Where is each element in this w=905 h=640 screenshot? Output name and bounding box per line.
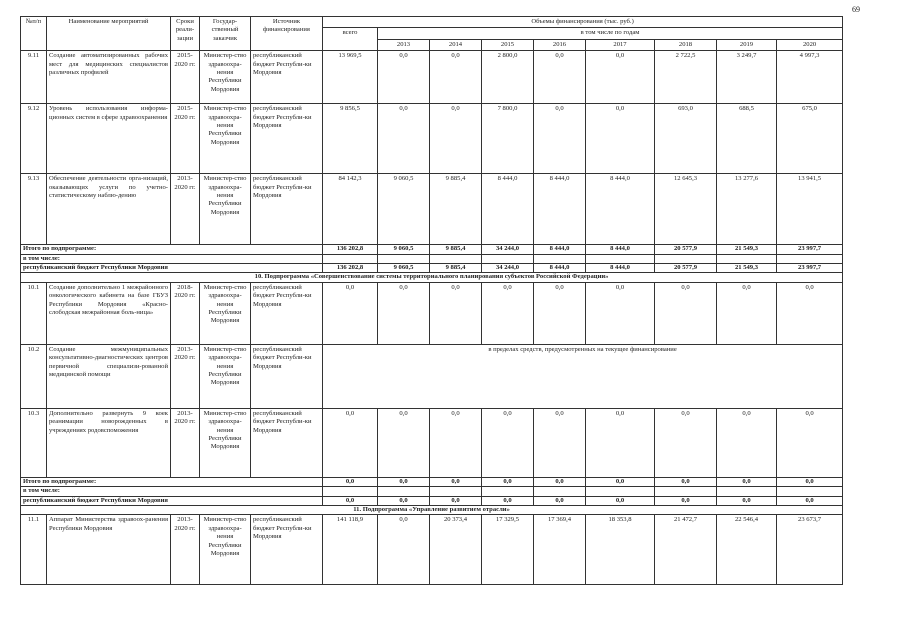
row-customer: Министер-ство здравоохра-нения Республики Мордовия	[200, 344, 251, 408]
budget-value: 20 577,9	[655, 264, 717, 273]
row-name: Дополнительно развернуть 9 коек реанимации новорожденных в учреждениях родовспоможения	[47, 408, 171, 477]
row-source: республиканский бюджет Республи-ки Мордовия	[251, 174, 323, 245]
row-value: 0,0	[777, 282, 843, 344]
row-value: 4 997,3	[777, 51, 843, 104]
total-value: 8 444,0	[586, 245, 655, 254]
row-source: республиканский бюджет Республи-ки Мордовия	[251, 282, 323, 344]
header-source: Источник финансирования	[251, 17, 323, 51]
row-num: 10.1	[21, 282, 47, 344]
row-value: 0,0	[534, 282, 586, 344]
row-customer: Министер-ство здравоохра-нения Республики Мордовия	[200, 408, 251, 477]
row-value: 8 444,0	[586, 174, 655, 245]
budget-value: 0,0	[717, 496, 777, 505]
row-value: 0,0	[586, 104, 655, 174]
row-financing-note: в пределах средств, предусмотренных на текущее финансирование	[323, 344, 843, 408]
row-num: 10.3	[21, 408, 47, 477]
row-value: 688,5	[717, 104, 777, 174]
header-row-1	[21, 17, 843, 28]
total-value: 0,0	[717, 477, 777, 486]
budget-value: 0,0	[323, 496, 378, 505]
header-year: 2014	[430, 39, 482, 50]
row-period: 2013-2020 гг.	[171, 515, 200, 585]
row-value: 0,0	[378, 104, 430, 174]
republican-budget-label: республиканский бюджет Республики Мордовия	[21, 496, 323, 505]
budget-value: 0,0	[378, 496, 430, 505]
budget-value: 21 549,3	[717, 264, 777, 273]
row-value: 0,0	[430, 282, 482, 344]
row-customer: Министер-ство здравоохра-нения Республики Мордовия	[200, 104, 251, 174]
total-value: 0,0	[586, 477, 655, 486]
row-value: 2 722,5	[655, 51, 717, 104]
table-row	[21, 408, 843, 477]
header-total: всего	[323, 28, 378, 51]
header-year: 2013	[378, 39, 430, 50]
row-period: 2015-2020 гг.	[171, 104, 200, 174]
total-value: 0,0	[655, 477, 717, 486]
total-value: 9 885,4	[430, 245, 482, 254]
financing-table	[20, 16, 843, 585]
row-value: 8 444,0	[482, 174, 534, 245]
row-num: 9.12	[21, 104, 47, 174]
row-value: 0,0	[655, 408, 717, 477]
row-value: 0,0	[586, 51, 655, 104]
section-title: 10. Подпрограмма «Совершенствование системы территориального планирования субъектов Российской Федерации»	[21, 273, 843, 282]
republican-budget-label: республиканский бюджет Республики Мордовия	[21, 264, 323, 273]
page-number: 69	[852, 5, 860, 14]
section-row	[21, 273, 843, 282]
row-value: 0,0	[482, 282, 534, 344]
total-value: 20 577,9	[655, 245, 717, 254]
row-name: Обеспечение деятельности орга-низаций, оказывающих услуги по учетно-статистическому наблю-дению	[47, 174, 171, 245]
row-value: 0,0	[717, 282, 777, 344]
row-total: 84 142,3	[323, 174, 378, 245]
row-value: 675,0	[777, 104, 843, 174]
row-value: 17 329,5	[482, 515, 534, 585]
row-value: 7 800,0	[482, 104, 534, 174]
row-value: 9 060,5	[378, 174, 430, 245]
row-num: 9.13	[21, 174, 47, 245]
total-value: 0,0	[430, 477, 482, 486]
row-customer: Министер-ство здравоохра-нения Республики Мордовия	[200, 174, 251, 245]
row-source: республиканский бюджет Республи-ки Мордовия	[251, 515, 323, 585]
total-value: 136 202,8	[323, 245, 378, 254]
total-value: 21 549,3	[717, 245, 777, 254]
total-label: Итого по подпрограмме:	[21, 477, 323, 486]
row-value: 13 277,6	[717, 174, 777, 245]
table-row	[21, 515, 843, 585]
row-value: 0,0	[586, 282, 655, 344]
header-by-years: в том числе по годам	[378, 28, 843, 39]
table-row	[21, 104, 843, 174]
row-value: 693,0	[655, 104, 717, 174]
budget-value: 0,0	[586, 496, 655, 505]
budget-value: 0,0	[430, 496, 482, 505]
total-value: 9 060,5	[378, 245, 430, 254]
row-period: 2013-2020 гг.	[171, 408, 200, 477]
header-customer: Государ-ственный заказчик	[200, 17, 251, 51]
row-period: 2013-2020 гг.	[171, 344, 200, 408]
row-name: Создание дополнительно 1 межрайонного онкологического кабинета на базе ГБУЗ Республики Мордовия «Красно-слободская межрайонная боль-ница»	[47, 282, 171, 344]
row-total: 0,0	[323, 408, 378, 477]
header-year: 2020	[777, 39, 843, 50]
row-value: 0,0	[378, 282, 430, 344]
header-period: Сроки реали-зации	[171, 17, 200, 51]
total-value: 0,0	[534, 477, 586, 486]
total-value: 23 997,7	[777, 245, 843, 254]
row-value: 8 444,0	[534, 174, 586, 245]
row-value: 3 249,7	[717, 51, 777, 104]
republican-budget-row	[21, 496, 843, 505]
row-value: 0,0	[430, 104, 482, 174]
budget-value: 136 202,8	[323, 264, 378, 273]
row-source: республиканский бюджет Республи-ки Мордовия	[251, 51, 323, 104]
row-customer: Министер-ство здравоохра-нения Республики Мордовия	[200, 515, 251, 585]
row-value: 0,0	[430, 51, 482, 104]
row-value: 0,0	[534, 104, 586, 174]
row-value: 18 353,8	[586, 515, 655, 585]
budget-value: 8 444,0	[586, 264, 655, 273]
including-row	[21, 254, 843, 263]
row-name: Создание межмуниципальных консультативно-диагностических центров первичной специализи-рованной медицинской помощи	[47, 344, 171, 408]
row-num: 9.11	[21, 51, 47, 104]
row-value: 22 546,4	[717, 515, 777, 585]
row-source: республиканский бюджет Республи-ки Мордовия	[251, 104, 323, 174]
subprogram-total-row	[21, 245, 843, 254]
budget-value: 34 244,0	[482, 264, 534, 273]
row-value: 0,0	[378, 51, 430, 104]
row-name: Аппарат Министерства здравоох-ранения Республики Мордовия	[47, 515, 171, 585]
row-value: 2 800,0	[482, 51, 534, 104]
row-num: 11.1	[21, 515, 47, 585]
row-num: 10.2	[21, 344, 47, 408]
republican-budget-row	[21, 264, 843, 273]
including-row	[21, 487, 843, 496]
row-value: 0,0	[378, 515, 430, 585]
total-value: 0,0	[378, 477, 430, 486]
budget-value: 0,0	[655, 496, 717, 505]
subprogram-total-row	[21, 477, 843, 486]
row-name: Создание автоматизированных рабочих мест для медицинских специалистов различных профилей	[47, 51, 171, 104]
header-volumes: Объемы финансирования (тыс. руб.)	[323, 17, 843, 28]
budget-value: 0,0	[482, 496, 534, 505]
table-row	[21, 51, 843, 104]
header-name: Наименование мероприятий	[47, 17, 171, 51]
header-year: 2019	[717, 39, 777, 50]
total-value: 0,0	[323, 477, 378, 486]
row-value: 0,0	[378, 408, 430, 477]
budget-value: 23 997,7	[777, 264, 843, 273]
row-total: 9 856,5	[323, 104, 378, 174]
row-value: 21 472,7	[655, 515, 717, 585]
row-value: 0,0	[430, 408, 482, 477]
row-value: 0,0	[586, 408, 655, 477]
row-source: республиканский бюджет Республи-ки Мордовия	[251, 344, 323, 408]
row-value: 12 645,3	[655, 174, 717, 245]
budget-value: 8 444,0	[534, 264, 586, 273]
row-total: 0,0	[323, 282, 378, 344]
total-value: 34 244,0	[482, 245, 534, 254]
row-value: 13 941,5	[777, 174, 843, 245]
header-year: 2015	[482, 39, 534, 50]
including-label: в том числе:	[21, 254, 323, 263]
total-label: Итого по подпрограмме:	[21, 245, 323, 254]
header-year: 2018	[655, 39, 717, 50]
header-num: №п/п	[21, 17, 47, 51]
section-title: 11. Подпрограмма «Управление развитием отрасли»	[21, 506, 843, 515]
row-value: 0,0	[655, 282, 717, 344]
row-period: 2013-2020 гг.	[171, 174, 200, 245]
total-value: 0,0	[777, 477, 843, 486]
budget-value: 9 060,5	[378, 264, 430, 273]
header-year: 2016	[534, 39, 586, 50]
row-value: 17 369,4	[534, 515, 586, 585]
table-row	[21, 174, 843, 245]
row-value: 0,0	[534, 51, 586, 104]
row-value: 0,0	[777, 408, 843, 477]
row-customer: Министер-ство здравоохра-нения Республики Мордовия	[200, 282, 251, 344]
budget-value: 9 885,4	[430, 264, 482, 273]
row-customer: Министер-ство здравоохра-нения Республики Мордовия	[200, 51, 251, 104]
budget-value: 0,0	[777, 496, 843, 505]
table-row	[21, 344, 843, 408]
row-period: 2018-2020 гг.	[171, 282, 200, 344]
row-total: 141 118,9	[323, 515, 378, 585]
section-row	[21, 506, 843, 515]
row-name: Уровень использования информа-ционных систем в сфере здравоохранения	[47, 104, 171, 174]
total-value: 0,0	[482, 477, 534, 486]
row-value: 9 885,4	[430, 174, 482, 245]
row-value: 0,0	[717, 408, 777, 477]
row-total: 13 969,5	[323, 51, 378, 104]
table-row	[21, 282, 843, 344]
budget-value: 0,0	[534, 496, 586, 505]
row-value: 0,0	[482, 408, 534, 477]
row-period: 2015-2020 гг.	[171, 51, 200, 104]
total-value: 8 444,0	[534, 245, 586, 254]
row-value: 23 673,7	[777, 515, 843, 585]
including-label: в том числе:	[21, 487, 323, 496]
row-source: республиканский бюджет Республи-ки Мордовия	[251, 408, 323, 477]
row-value: 0,0	[534, 408, 586, 477]
row-value: 20 373,4	[430, 515, 482, 585]
header-year: 2017	[586, 39, 655, 50]
